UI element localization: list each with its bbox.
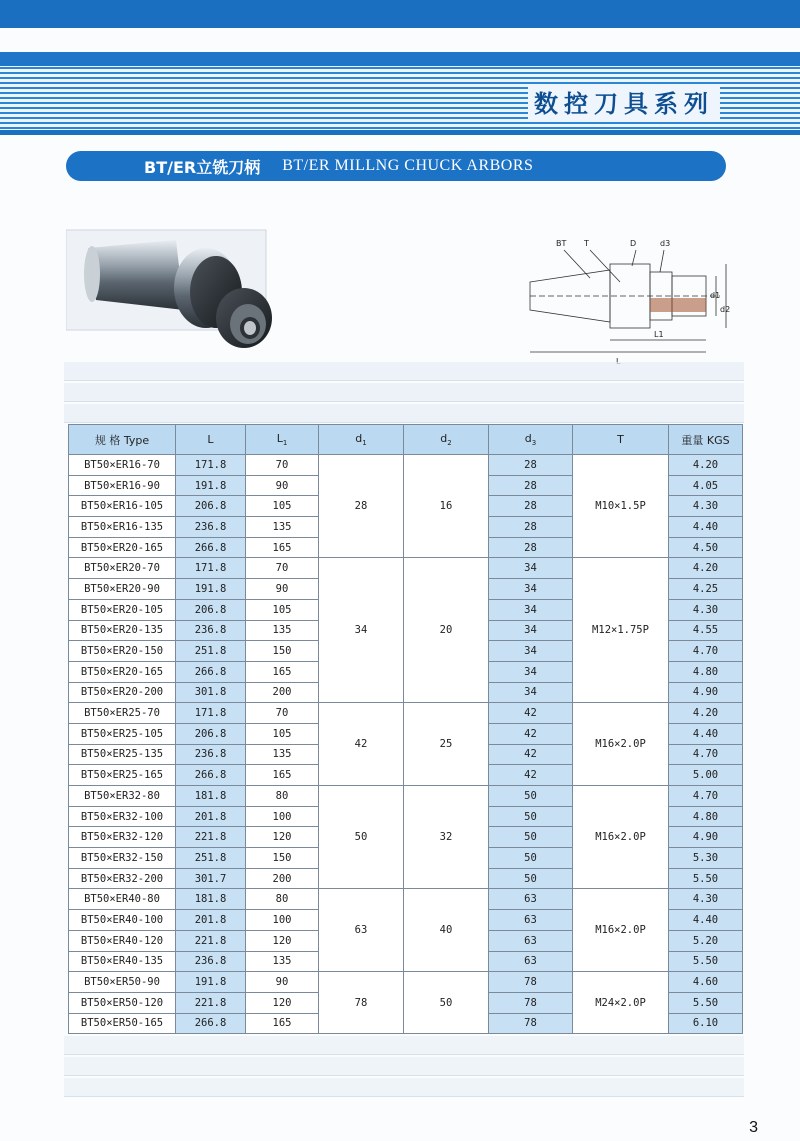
cell-type: BT50×ER32-80 <box>69 786 176 807</box>
cell-type: BT50×ER20-135 <box>69 620 176 641</box>
cell-l: 191.8 <box>176 579 246 600</box>
cell-thread: M24×2.0P <box>573 972 669 1034</box>
cell-weight: 5.50 <box>669 868 743 889</box>
cell-weight: 4.60 <box>669 972 743 993</box>
drawing-label-d1: d1 <box>710 291 721 300</box>
cell-l: 201.8 <box>176 910 246 931</box>
header-top-bar <box>0 0 800 28</box>
table-row <box>69 972 743 993</box>
cell-weight: 4.40 <box>669 517 743 538</box>
drawing-label-d2: d2 <box>720 305 731 314</box>
drawing-label-t: T <box>584 239 589 248</box>
cell-l1: 200 <box>246 868 319 889</box>
cell-d3: 34 <box>489 620 573 641</box>
cell-weight: 5.50 <box>669 951 743 972</box>
cell-d2: 16 <box>404 455 489 558</box>
cell-weight: 4.55 <box>669 620 743 641</box>
cell-l1: 165 <box>246 661 319 682</box>
cell-type: BT50×ER25-135 <box>69 744 176 765</box>
header-l: L <box>176 425 246 455</box>
cell-l: 221.8 <box>176 930 246 951</box>
cell-l1: 105 <box>246 723 319 744</box>
cell-l: 236.8 <box>176 517 246 538</box>
section-title-cn: BT/ER立铣刀柄 <box>144 157 261 177</box>
section-title-bar <box>66 151 726 181</box>
cell-weight: 4.20 <box>669 703 743 724</box>
cell-d3: 42 <box>489 765 573 786</box>
header-d1: $d_1$ <box>319 425 404 455</box>
cell-l: 266.8 <box>176 765 246 786</box>
cell-l1: 165 <box>246 537 319 558</box>
cell-thread: M16×2.0P <box>573 889 669 972</box>
cell-d1: 63 <box>319 889 404 972</box>
drawing-label-l1: L1 <box>654 330 664 339</box>
table-row <box>69 786 743 807</box>
cell-l: 191.8 <box>176 475 246 496</box>
cell-l1: 70 <box>246 558 319 579</box>
cell-l: 251.8 <box>176 641 246 662</box>
cell-l: 206.8 <box>176 723 246 744</box>
cell-d3: 28 <box>489 455 573 476</box>
cell-type: BT50×ER20-90 <box>69 579 176 600</box>
cell-l1: 135 <box>246 951 319 972</box>
cell-l1: 165 <box>246 765 319 786</box>
cell-thread: M10×1.5P <box>573 455 669 558</box>
cell-l: 266.8 <box>176 537 246 558</box>
cell-d3: 63 <box>489 889 573 910</box>
cell-type: BT50×ER40-100 <box>69 910 176 931</box>
cell-type: BT50×ER20-70 <box>69 558 176 579</box>
cell-type: BT50×ER50-90 <box>69 972 176 993</box>
cell-weight: 5.20 <box>669 930 743 951</box>
cell-d1: 34 <box>319 558 404 703</box>
cell-l1: 80 <box>246 786 319 807</box>
cell-l1: 150 <box>246 641 319 662</box>
cell-d3: 34 <box>489 579 573 600</box>
cell-type: BT50×ER20-165 <box>69 537 176 558</box>
cell-d3: 42 <box>489 703 573 724</box>
cell-d3: 50 <box>489 827 573 848</box>
ghost-table-top <box>64 362 744 425</box>
cell-thread: M16×2.0P <box>573 703 669 786</box>
cell-d3: 28 <box>489 496 573 517</box>
cell-l1: 120 <box>246 992 319 1013</box>
cell-weight: 4.20 <box>669 455 743 476</box>
cell-d3: 63 <box>489 910 573 931</box>
cell-l1: 200 <box>246 682 319 703</box>
cell-weight: 4.70 <box>669 744 743 765</box>
cell-weight: 4.20 <box>669 558 743 579</box>
cell-l1: 120 <box>246 930 319 951</box>
cell-weight: 4.30 <box>669 496 743 517</box>
cell-l: 251.8 <box>176 848 246 869</box>
header-d2: $d_2$ <box>404 425 489 455</box>
header-l1: $L_1$ <box>246 425 319 455</box>
cell-l1: 120 <box>246 827 319 848</box>
cell-l: 206.8 <box>176 599 246 620</box>
header-d3: $d_3$ <box>489 425 573 455</box>
cell-thread: M16×2.0P <box>573 786 669 889</box>
cell-d2: 40 <box>404 889 489 972</box>
cell-l: 171.8 <box>176 455 246 476</box>
cell-d3: 50 <box>489 806 573 827</box>
cell-l1: 100 <box>246 806 319 827</box>
cell-l: 181.8 <box>176 786 246 807</box>
series-title: 数控刀具系列 <box>528 84 720 119</box>
cell-d3: 34 <box>489 682 573 703</box>
drawing-label-d: D <box>630 239 637 248</box>
cell-l: 236.8 <box>176 620 246 641</box>
cell-weight: 5.50 <box>669 992 743 1013</box>
cell-l1: 90 <box>246 972 319 993</box>
cell-weight: 4.40 <box>669 910 743 931</box>
cell-d3: 34 <box>489 661 573 682</box>
cell-type: BT50×ER32-200 <box>69 868 176 889</box>
cell-l: 221.8 <box>176 827 246 848</box>
cell-type: BT50×ER25-165 <box>69 765 176 786</box>
cell-l: 171.8 <box>176 558 246 579</box>
cell-type: BT50×ER25-105 <box>69 723 176 744</box>
cell-l: 266.8 <box>176 661 246 682</box>
cell-type: BT50×ER32-120 <box>69 827 176 848</box>
page-number: 3 <box>749 1119 758 1136</box>
cell-l: 206.8 <box>176 496 246 517</box>
cell-type: BT50×ER25-70 <box>69 703 176 724</box>
cell-d3: 34 <box>489 641 573 662</box>
cell-l: 266.8 <box>176 1013 246 1034</box>
product-photo <box>66 200 306 375</box>
cell-l: 221.8 <box>176 992 246 1013</box>
cell-type: BT50×ER16-70 <box>69 455 176 476</box>
cell-type: BT50×ER20-150 <box>69 641 176 662</box>
cell-type: BT50×ER32-150 <box>69 848 176 869</box>
cell-type: BT50×ER20-105 <box>69 599 176 620</box>
cell-weight: 4.25 <box>669 579 743 600</box>
cell-l1: 70 <box>246 455 319 476</box>
cell-weight: 4.90 <box>669 682 743 703</box>
technical-drawing <box>520 232 740 382</box>
cell-d3: 34 <box>489 558 573 579</box>
cell-d3: 42 <box>489 723 573 744</box>
cell-l1: 105 <box>246 496 319 517</box>
cell-l1: 90 <box>246 579 319 600</box>
cell-l: 181.8 <box>176 889 246 910</box>
table-body <box>69 455 743 1034</box>
cell-l: 171.8 <box>176 703 246 724</box>
cell-d3: 78 <box>489 992 573 1013</box>
cell-l: 191.8 <box>176 972 246 993</box>
cell-weight: 4.05 <box>669 475 743 496</box>
cell-type: BT50×ER16-90 <box>69 475 176 496</box>
cell-d3: 78 <box>489 1013 573 1034</box>
cell-l1: 90 <box>246 475 319 496</box>
cell-weight: 4.80 <box>669 806 743 827</box>
cell-l1: 105 <box>246 599 319 620</box>
table-header-row <box>69 425 743 455</box>
table-row <box>69 889 743 910</box>
cell-d3: 28 <box>489 475 573 496</box>
cell-d1: 42 <box>319 703 404 786</box>
cell-d2: 20 <box>404 558 489 703</box>
cell-weight: 5.00 <box>669 765 743 786</box>
cell-l1: 100 <box>246 910 319 931</box>
table-row <box>69 703 743 724</box>
cell-weight: 4.50 <box>669 537 743 558</box>
cell-d2: 50 <box>404 972 489 1034</box>
cell-l: 301.7 <box>176 868 246 889</box>
cell-d2: 25 <box>404 703 489 786</box>
cell-type: BT50×ER40-135 <box>69 951 176 972</box>
cell-weight: 4.80 <box>669 661 743 682</box>
cell-d3: 42 <box>489 744 573 765</box>
cell-d3: 50 <box>489 848 573 869</box>
cell-l1: 135 <box>246 744 319 765</box>
table-row <box>69 455 743 476</box>
cell-l1: 165 <box>246 1013 319 1034</box>
cell-type: BT50×ER20-165 <box>69 661 176 682</box>
cell-type: BT50×ER40-80 <box>69 889 176 910</box>
cell-l1: 135 <box>246 517 319 538</box>
cell-d3: 78 <box>489 972 573 993</box>
cell-weight: 4.70 <box>669 641 743 662</box>
cell-l: 236.8 <box>176 744 246 765</box>
drawing-label-d3: d3 <box>660 239 671 248</box>
cell-l1: 80 <box>246 889 319 910</box>
cell-weight: 5.30 <box>669 848 743 869</box>
cell-d3: 63 <box>489 951 573 972</box>
cell-d1: 78 <box>319 972 404 1034</box>
cell-l: 236.8 <box>176 951 246 972</box>
cell-l1: 135 <box>246 620 319 641</box>
cell-l: 201.8 <box>176 806 246 827</box>
cell-l: 301.8 <box>176 682 246 703</box>
cell-d3: 28 <box>489 537 573 558</box>
cell-d3: 50 <box>489 868 573 889</box>
table-row <box>69 558 743 579</box>
cell-type: BT50×ER16-105 <box>69 496 176 517</box>
section-title-en: BT/ER MILLNG CHUCK ARBORS <box>282 157 534 174</box>
cell-d3: 28 <box>489 517 573 538</box>
cell-d1: 28 <box>319 455 404 558</box>
cell-weight: 4.70 <box>669 786 743 807</box>
cell-type: BT50×ER32-100 <box>69 806 176 827</box>
cell-type: BT50×ER50-165 <box>69 1013 176 1034</box>
header-t: T <box>573 425 669 455</box>
cell-type: BT50×ER50-120 <box>69 992 176 1013</box>
cell-weight: 4.30 <box>669 599 743 620</box>
cell-d3: 34 <box>489 599 573 620</box>
cell-weight: 4.30 <box>669 889 743 910</box>
cell-d1: 50 <box>319 786 404 889</box>
cell-type: BT50×ER20-200 <box>69 682 176 703</box>
header-bottom-bar <box>0 130 800 135</box>
cell-thread: M12×1.75P <box>573 558 669 703</box>
cell-l1: 70 <box>246 703 319 724</box>
cell-type: BT50×ER40-120 <box>69 930 176 951</box>
cell-weight: 4.90 <box>669 827 743 848</box>
spec-table <box>68 424 743 1034</box>
cell-l1: 150 <box>246 848 319 869</box>
ghost-table-bottom <box>64 1036 744 1099</box>
header-solid-band <box>0 52 800 66</box>
cell-d2: 32 <box>404 786 489 889</box>
drawing-label-bt: BT <box>556 239 567 248</box>
header-spec: 规 格 Type <box>69 425 176 455</box>
cell-weight: 6.10 <box>669 1013 743 1034</box>
cell-weight: 4.40 <box>669 723 743 744</box>
cell-type: BT50×ER16-135 <box>69 517 176 538</box>
header-weight: 重量 KGS <box>669 425 743 455</box>
cell-d3: 50 <box>489 786 573 807</box>
cell-d3: 63 <box>489 930 573 951</box>
